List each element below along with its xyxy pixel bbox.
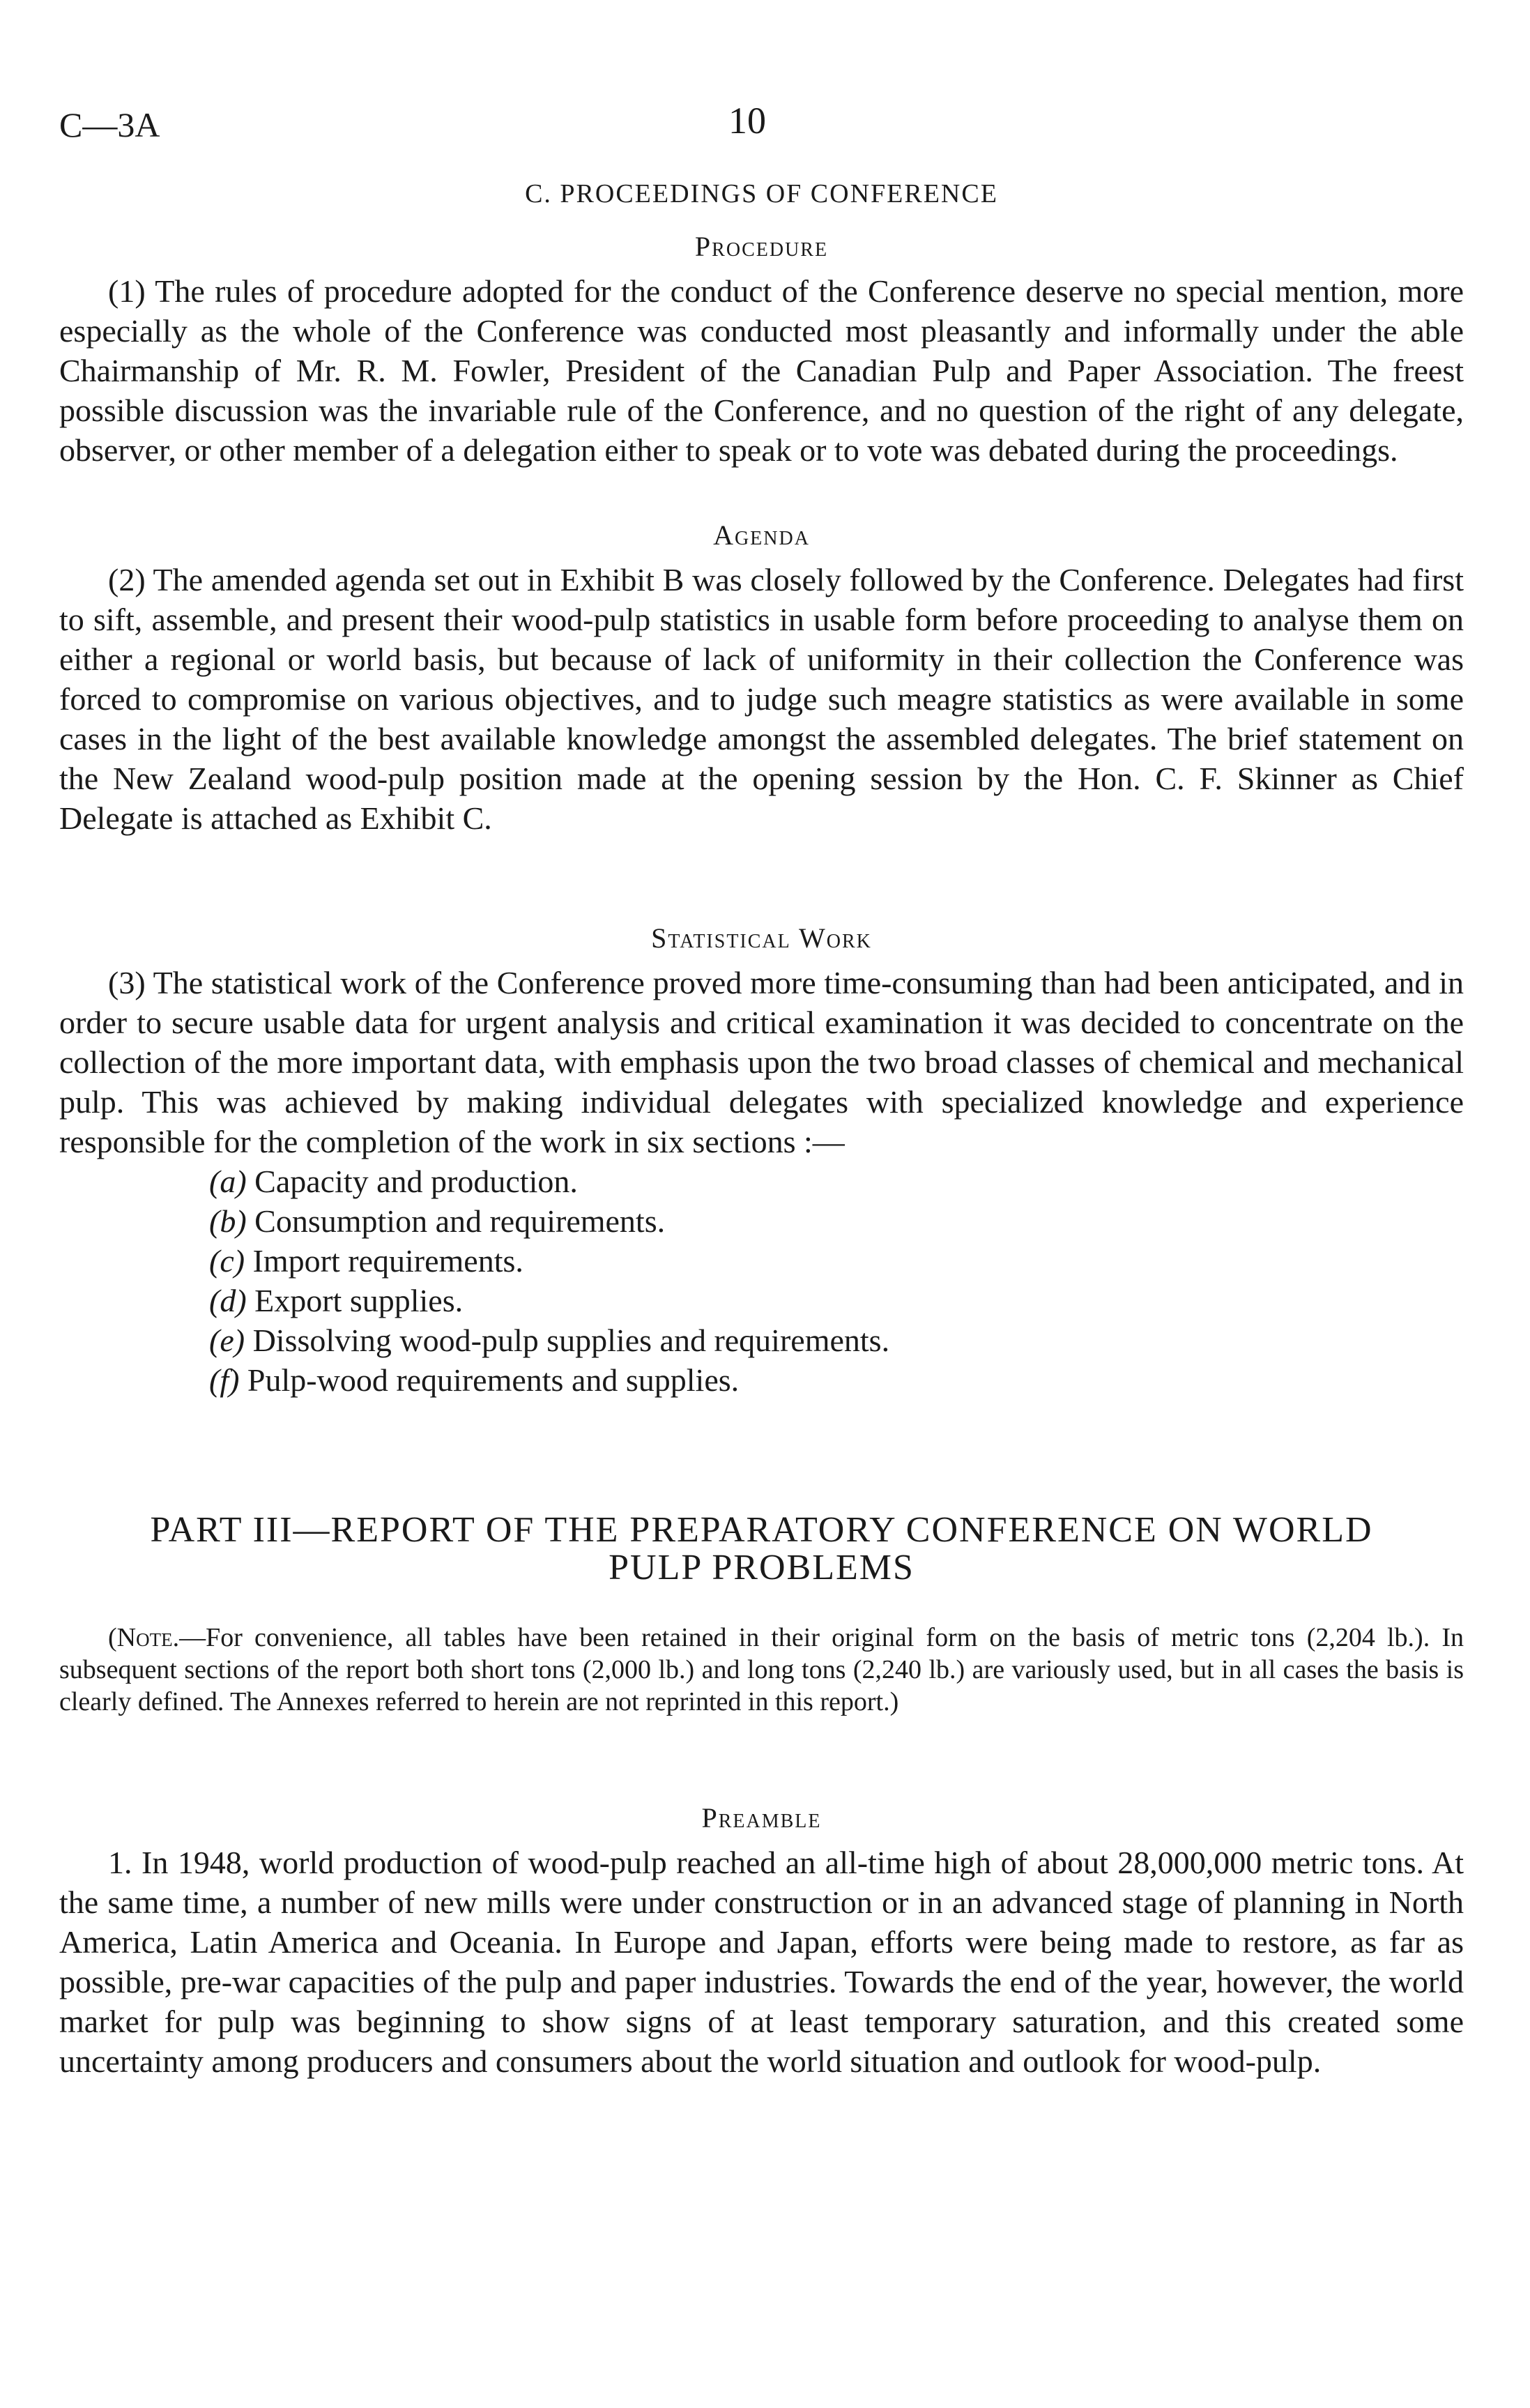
statistical-work-heading: Statistical Work [651, 922, 872, 954]
part-title-line-2: PULP PROBLEMS [609, 1548, 915, 1587]
list-item [209, 1360, 1464, 1400]
preamble-paragraph: 1. In 1948, world production of wood-pulp reached an all-time high of about 28,000,000 metric tons. At the same time, a number of new mills were under construction or in an advanced stage of planning in North America, Latin America and Oceania. In Europe and Japan, efforts were being made to restore, as far as possible, pre-war capacities of the pulp and paper industries. Towards the end of the year, however, the world market for pulp was beginning to show signs of at least temporary saturation, and this created some uncertainty among producers and consumers about the world situation and outlook for wood-pulp. [59, 1845, 1464, 2079]
note-text: —For convenience, all tables have been retained in their original form on the basis of metric tons (2,204 lb.). In subsequent sections of the report both short tons (2,000 lb.) and long tons (2,240 lb.) are variously used, but in all cases the basis is clearly defined. The Annexes referred to herein are not reprinted in this report.) [59, 1623, 1464, 1716]
procedure-paragraph: (1) The rules of procedure adopted for the conduct of the Conference deserve no special mention, more especially as the whole of the Conference was conducted most pleasantly and informally under the able Chairmanship of Mr. R. M. Fowler, President of the Canadian Pulp and Paper Association. The freest possible discussion was the invariable rule of the Conference, and no question of the right of any delegate, observer, or other member of a delegation either to speak or to vote was debated during the proceedings. [59, 273, 1464, 468]
editorial-note [59, 1622, 1464, 1718]
list-item-text: Export supplies. [254, 1283, 464, 1318]
list-marker: (d) [209, 1283, 247, 1318]
list-item [209, 1161, 1464, 1201]
running-head [59, 100, 1464, 160]
agenda-paragraph: (2) The amended agenda set out in Exhibit B was closely followed by the Conference. Delegates had first to sift, assemble, and present their wood-pulp statistics in usable form before proceeding to analyse them on either a regional or world basis, but because of lack of uniformity in their collection the Conference was forced to compromise on various objectives, and to judge such meagre statistics as were available in some cases in the light of the best available knowledge amongst the assembled delegates. The brief statement on the New Zealand wood-pulp position made at the opening session by the Hon. C. F. Skinner as Chief Delegate is attached as Exhibit C. [59, 562, 1464, 836]
procedure-heading: Procedure [694, 231, 829, 262]
document-page [59, 100, 1464, 2081]
list-marker: (f) [209, 1362, 240, 1398]
part-title [59, 1511, 1464, 1587]
list-marker: (e) [209, 1323, 245, 1358]
list-item-text: Consumption and requirements. [254, 1203, 666, 1239]
part-title-line-1: PART III—REPORT OF THE PREPARATORY CONFERENCE ON WORLD [150, 1510, 1373, 1550]
page-number: 10 [728, 100, 766, 142]
statistical-work-paragraph: (3) The statistical work of the Conference proved more time-consuming than had been anticipated, and in order to secure usable data for urgent analysis and critical examination it was decided to concentrate on the collection of the more important data, with emphasis upon the two broad classes of chemical and mechanical pulp. This was achieved by making individual delegates with specialized knowledge and experience responsible for the completion of the work in six sections :— [59, 965, 1464, 1159]
list-item-text: Pulp-wood requirements and supplies. [247, 1362, 740, 1398]
preamble-heading: Preamble [701, 1802, 822, 1834]
document-code: C—3A [59, 105, 160, 144]
list-marker: (b) [209, 1203, 247, 1239]
list-item [209, 1201, 1464, 1241]
list-marker: (c) [209, 1243, 245, 1279]
note-label: (Note. [108, 1623, 180, 1652]
list-item [209, 1320, 1464, 1360]
section-list [59, 1161, 1464, 1400]
list-item [209, 1281, 1464, 1320]
list-marker: (a) [209, 1164, 247, 1199]
agenda-heading: Agenda [713, 519, 810, 551]
list-item-text: Capacity and production. [254, 1164, 578, 1199]
list-item-text: Import requirements. [252, 1243, 523, 1279]
list-item [209, 1241, 1464, 1281]
list-item-text: Dissolving wood-pulp supplies and requirements. [252, 1323, 890, 1358]
section-title: C. PROCEEDINGS OF CONFERENCE [525, 179, 998, 208]
